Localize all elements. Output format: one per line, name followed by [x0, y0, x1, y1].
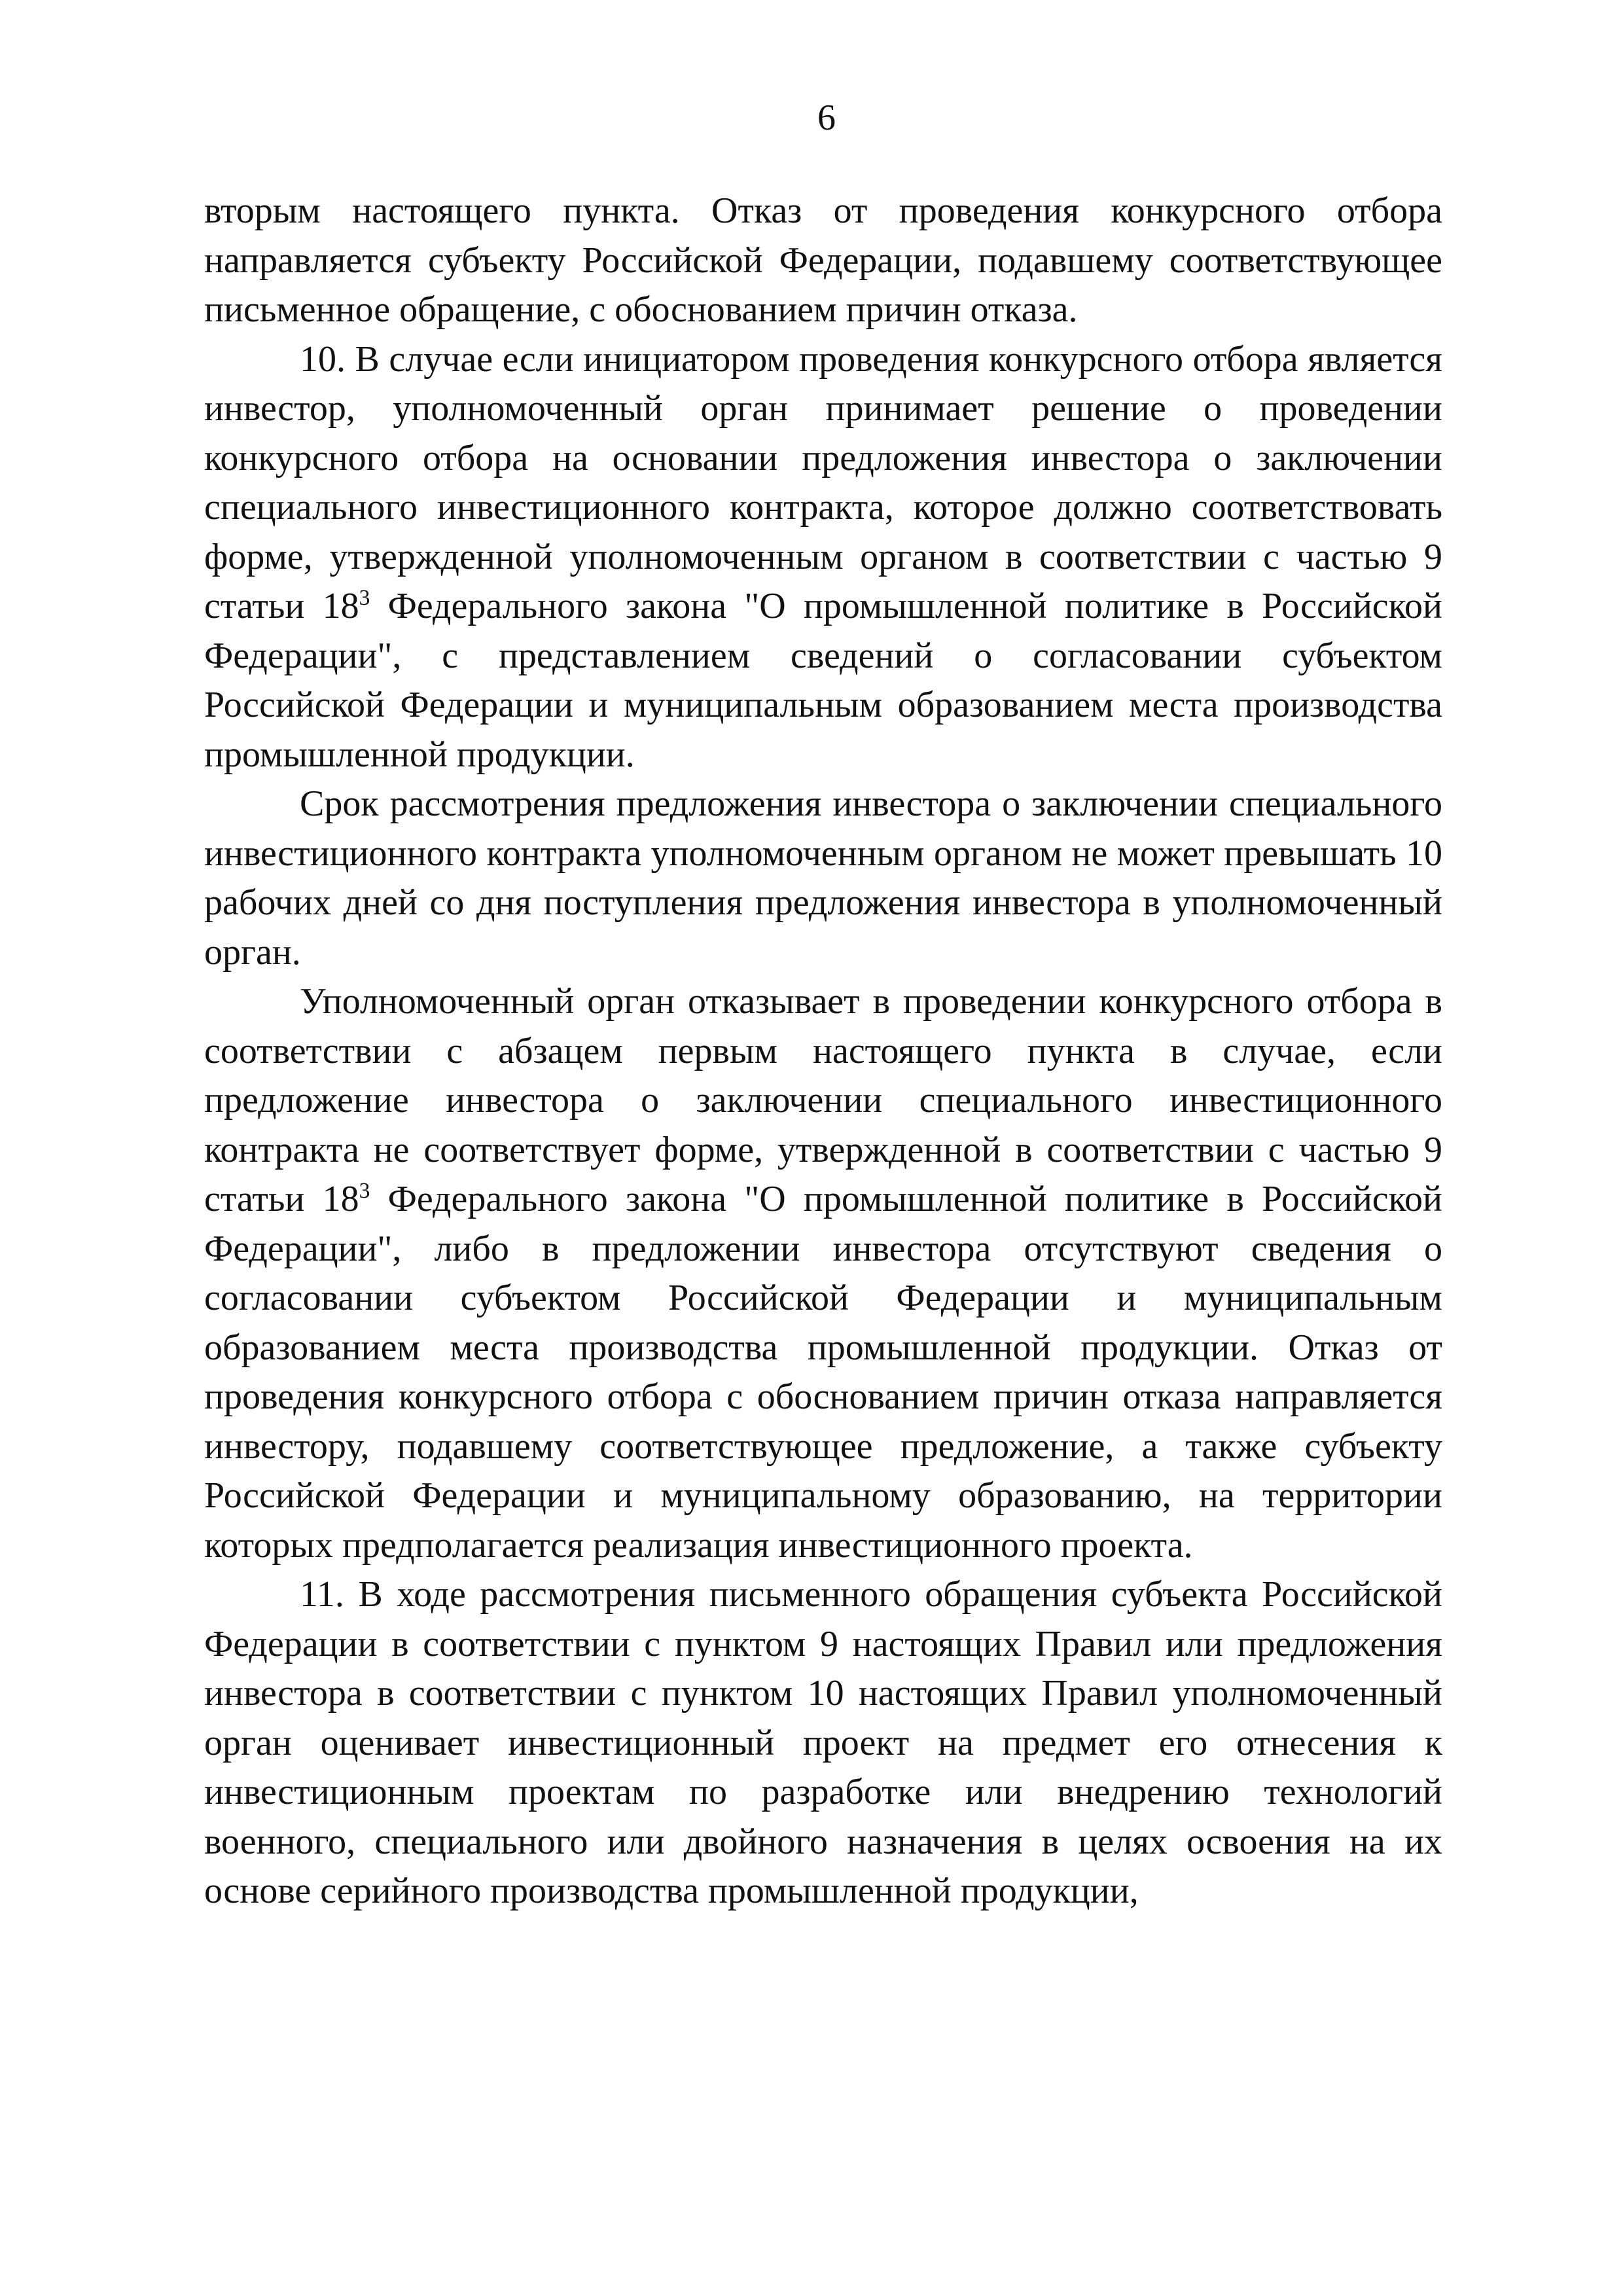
paragraph-item-11: 11. В ходе рассмотрения письменного обращения субъекта Российской Федерации в соответствии с пунктом 9 настоящих Правил или предложения инвестора в соответствии с пунктом 10 настоящих Правил уполномоченный орган оценивает инвестиционный проект на предмет его отнесения к инвестиционным проектам по разработке или внедрению технологий военного, специального или двойного назначения в целях освоения на их основе серийного производства промышленной продукции,: [204, 1574, 1442, 1911]
document-body: [204, 187, 1442, 1916]
paragraph-text: Федерального закона "О промышленной политике в Российской Федерации", с представлением сведений о согласовании субъектом Российской Федерации и муниципальным образованием места производства промышленной продукции.: [204, 586, 1442, 775]
superscript-article: 3: [359, 585, 370, 610]
superscript-article: 3: [359, 1178, 370, 1203]
paragraph-text: 10. В случае если инициатором проведения конкурсного отбора является инвестор, уполномоченный орган принимает решение о проведении конкурсного отбора на основании предложения инвестора о заключении специального инвестиционного контракта, которое должно соответствовать форме, утвержденной уполномоченным органом в соответствии с частью 9 статьи 18: [204, 338, 1442, 626]
paragraph-continuation: вторым настоящего пункта. Отказ от проведения конкурсного отбора направляется субъекту Российской Федерации, подавшему соответствующее письменное обращение, с обоснованием причин отказа.: [204, 190, 1442, 330]
paragraph-text: Уполномоченный орган отказывает в проведении конкурсного отбора в соответствии с абзацем первым настоящего пункта в случае, если предложение инвестора о заключении специального инвестиционного контракта не соответствует форме, утвержденной в соответствии с частью 9 статьи 18: [204, 981, 1442, 1219]
page-number: 6: [817, 98, 836, 138]
paragraph-review-period: Срок рассмотрения предложения инвестора о заключении специального инвестиционного контракта уполномоченным органом не может превышать 10 рабочих дней со дня поступления предложения инвестора в уполномоченный орган.: [204, 783, 1442, 973]
paragraph-text: Федерального закона "О промышленной политике в Российской Федерации", либо в предложении инвестора отсутствуют сведения о согласовании субъектом Российской Федерации и муниципальным образованием места производства промышленной продукции. Отказ от проведения конкурсного отбора с обоснованием причин отказа направляется инвестору, подавшему соответствующее предложение, а также субъекту Российской Федерации и муниципальному образованию, на территории которых предполагается реализация инвестиционного проекта.: [204, 1179, 1442, 1566]
paragraph-item-10: [204, 335, 1442, 780]
paragraph-refusal: [204, 977, 1442, 1570]
